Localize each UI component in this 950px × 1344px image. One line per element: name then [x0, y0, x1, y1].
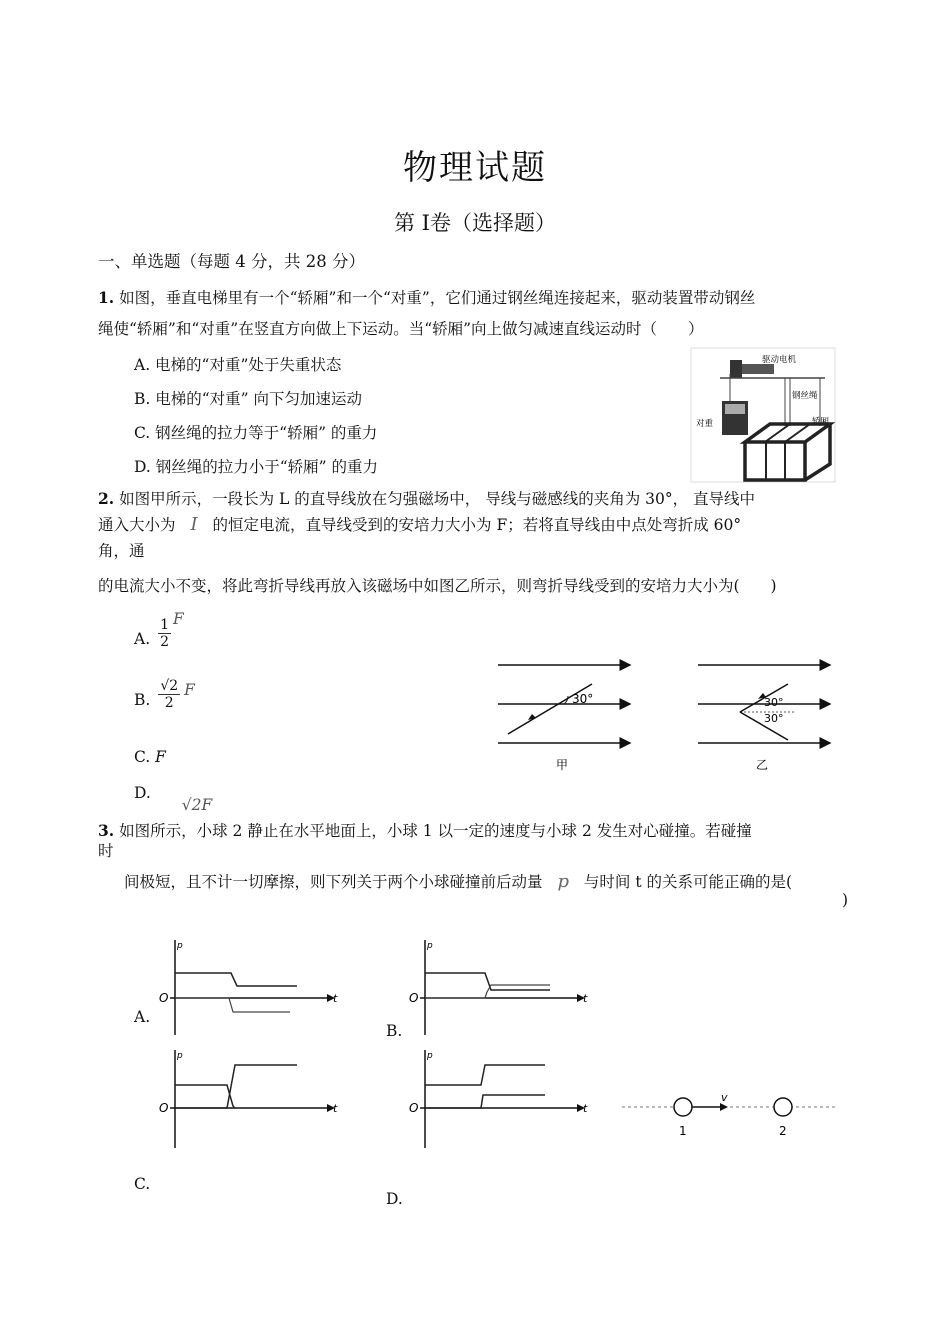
graph-c-t-label: t	[333, 1102, 338, 1115]
ball-1	[674, 1098, 692, 1116]
q2-option-d-expr: √2F	[181, 796, 213, 814]
q1-text-1: 如图，垂直电梯里有一个“轿厢”和一个“对重”，它们通过钢丝绳连接起来，驱动装置带动钢丝	[119, 289, 756, 307]
angle-yi-2: 30°	[764, 712, 784, 725]
current-symbol: I	[190, 514, 198, 535]
graph-d-t-label: t	[583, 1102, 588, 1115]
ball-2	[774, 1098, 792, 1116]
q2-option-a-label: A.	[134, 630, 151, 648]
graph-a-t-label: t	[333, 992, 338, 1005]
q3-number: 3.	[98, 821, 115, 840]
q3-line2: 时	[98, 842, 114, 860]
q1-option-c[interactable]: C. 钢丝绳的拉力等于“轿厢” 的重力	[134, 424, 378, 442]
q2-text-2a: 通入大小为	[98, 516, 176, 534]
q2-line3: 角，通	[98, 542, 145, 560]
graph-b-t-label: t	[583, 992, 588, 1005]
label-jia: 甲	[556, 758, 569, 772]
car-label: 轿厢	[812, 417, 830, 427]
q2-option-d[interactable]	[134, 784, 213, 814]
q2-option-b-label: B.	[134, 691, 151, 709]
q2-text-1: 如图甲所示，一段长为 L 的直导线放在匀强磁场中， 导线与磁感线的夹角为 30°， 直导线中	[119, 490, 756, 508]
rope-label: 钢丝绳	[792, 391, 818, 401]
q2-line2	[98, 515, 741, 535]
ball-1-label: 1	[679, 1124, 687, 1138]
q2-line4: 的电流大小不变，将此弯折导线再放入该磁场中如图乙所示，则弯折导线受到的安培力大小为( )	[98, 577, 777, 595]
q3-text-3b: 与时间 t 的关系可能正确的是(	[583, 873, 793, 891]
q3-option-d[interactable]: D.	[386, 1190, 403, 1208]
counterweight-label: 对重	[696, 419, 714, 429]
velocity-label: v	[721, 1091, 728, 1104]
section-heading: 一、单选题（每题 4 分，共 28 分）	[98, 252, 365, 271]
graph-a-origin: O	[159, 991, 169, 1005]
q1-option-a[interactable]: A. 电梯的“对重”处于失重状态	[134, 356, 342, 374]
q1-option-d[interactable]: D. 钢丝绳的拉力小于“轿厢” 的重力	[134, 458, 379, 476]
angle-jia: 30°	[572, 692, 594, 706]
graph-d	[405, 1050, 595, 1150]
q3-line3	[124, 872, 792, 892]
q2-option-c-var: F	[155, 748, 166, 766]
q2-option-b[interactable]	[134, 678, 195, 711]
balls-figure	[620, 1090, 842, 1140]
angle-yi-1: 30°	[764, 696, 784, 709]
q1-number: 1.	[98, 288, 115, 307]
q1-line2: 绳使“轿厢”和“对重”在竖直方向做上下运动。当“轿厢”向上做匀减速直线运动时（ ）	[98, 320, 704, 338]
graph-b	[405, 940, 595, 1040]
graph-d-origin: O	[409, 1101, 419, 1115]
section-subtitle: 第 I卷（选择题）	[394, 211, 556, 235]
q2-text-2b: 的恒定电流，直导线受到的安培力大小为 F；若将直导线由中点处弯折成 60°	[212, 516, 742, 534]
figure-jia	[496, 656, 636, 774]
graph-a	[155, 940, 345, 1040]
elevator-figure	[690, 346, 838, 486]
q2-option-b-frac	[158, 678, 180, 711]
q2-option-a-den: 2	[160, 634, 170, 650]
graph-a-p-label: p	[177, 941, 183, 951]
q2-option-a-var: F	[173, 610, 184, 628]
q3-line4: )	[842, 891, 849, 909]
label-yi: 乙	[756, 758, 769, 772]
figure-yi	[696, 656, 836, 774]
q3-option-c[interactable]: C.	[134, 1175, 151, 1193]
q1-option-b[interactable]: B. 电梯的“对重” 向下匀加速运动	[134, 390, 363, 408]
q2-option-d-label: D.	[134, 784, 151, 802]
q2-option-a[interactable]	[134, 610, 184, 650]
motor-label: 驱动电机	[762, 355, 797, 365]
q3-text-3a: 间极短，且不计一切摩擦，则下列关于两个小球碰撞前后动量	[124, 873, 543, 891]
graph-b-origin: O	[409, 991, 419, 1005]
q2-option-b-den: 2	[164, 695, 174, 711]
ball-2-label: 2	[779, 1124, 787, 1138]
q1-line1	[98, 288, 755, 308]
q2-option-a-num: 1	[160, 617, 170, 633]
q3-option-a[interactable]: A.	[134, 1008, 151, 1026]
q2-option-b-num: √2	[160, 678, 179, 694]
q2-option-a-frac	[158, 617, 171, 650]
graph-d-p-label: p	[427, 1051, 433, 1061]
page-title: 物理试题	[403, 148, 547, 188]
q2-line1	[98, 489, 755, 509]
q2-number: 2.	[98, 489, 115, 508]
q2-option-c-label: C.	[134, 748, 151, 766]
graph-c-p-label: p	[177, 1051, 183, 1061]
graph-c	[155, 1050, 345, 1150]
q2-option-b-var: F	[184, 681, 195, 699]
momentum-symbol: p	[557, 871, 569, 892]
q3-option-b[interactable]: B.	[386, 1022, 403, 1040]
graph-b-p-label: p	[427, 941, 433, 951]
graph-c-origin: O	[159, 1101, 169, 1115]
q2-option-c[interactable]	[134, 748, 166, 766]
q3-line1	[98, 821, 752, 841]
q3-text-1: 如图所示，小球 2 静止在水平地面上，小球 1 以一定的速度与小球 2 发生对心碰撞。若碰撞	[119, 822, 752, 840]
